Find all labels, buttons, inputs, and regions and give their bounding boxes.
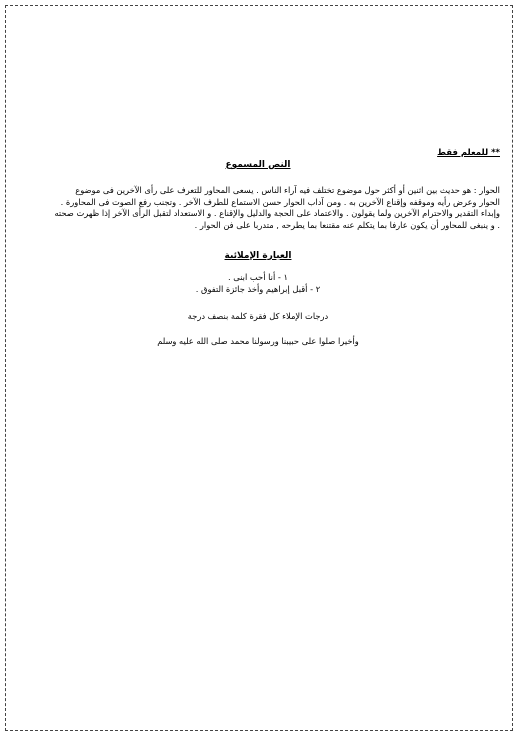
heard-text-title: النص المسموع — [225, 160, 291, 170]
closing-line: وأخيرا صلوا على حبيبنا ورسولنا محمد صلى الله عليه وسلم — [157, 336, 359, 346]
teacher-note: ** للمعلم فقط — [437, 148, 500, 158]
dictation-title: العبارة الإملائية — [224, 251, 292, 261]
heard-text-paragraph — [16, 185, 500, 231]
paragraph-line: . و ينبغى للمحاور أن يكون عارفا بما يتكلم عنه مقتنعا بما يطرحه , متدربا على فن الحوار . — [194, 219, 500, 230]
page-border — [5, 5, 513, 731]
paragraph-line: الحوار : هو حديث بين اثنين أو أكثر حول موضوع تختلف فيه آراء الناس . يسعى المحاور للتعرف على رأى الآخرين فى موضوع — [75, 185, 500, 195]
paragraph-line: الحوار وعرض رأيه وموقفه وإقناع الآخرين به . ومن آداب الحوار حسن الاستماع للطرف الآخر . وتجنب رفع الصوت فى المحاورة . — [60, 196, 500, 207]
dictation-item: ٢ - أقبل إبراهيم وأخذ جائزة التفوق . — [195, 284, 321, 294]
dictation-list — [16, 271, 500, 295]
paragraph-line: وإبداء التقدير والاحترام الآخرين ولما يقولون . والاعتماد على الحجة والدليل والإقناع . و الاستعداد لتقبل الرأى الآخر إذا ظهرت صحته — [54, 208, 500, 218]
grading-note: درجات الإملاء كل فقرة كلمة بنصف درجة — [187, 311, 329, 321]
document-body — [16, 148, 500, 354]
dictation-item: ١ - أنا أحب ابنى . — [227, 272, 289, 282]
